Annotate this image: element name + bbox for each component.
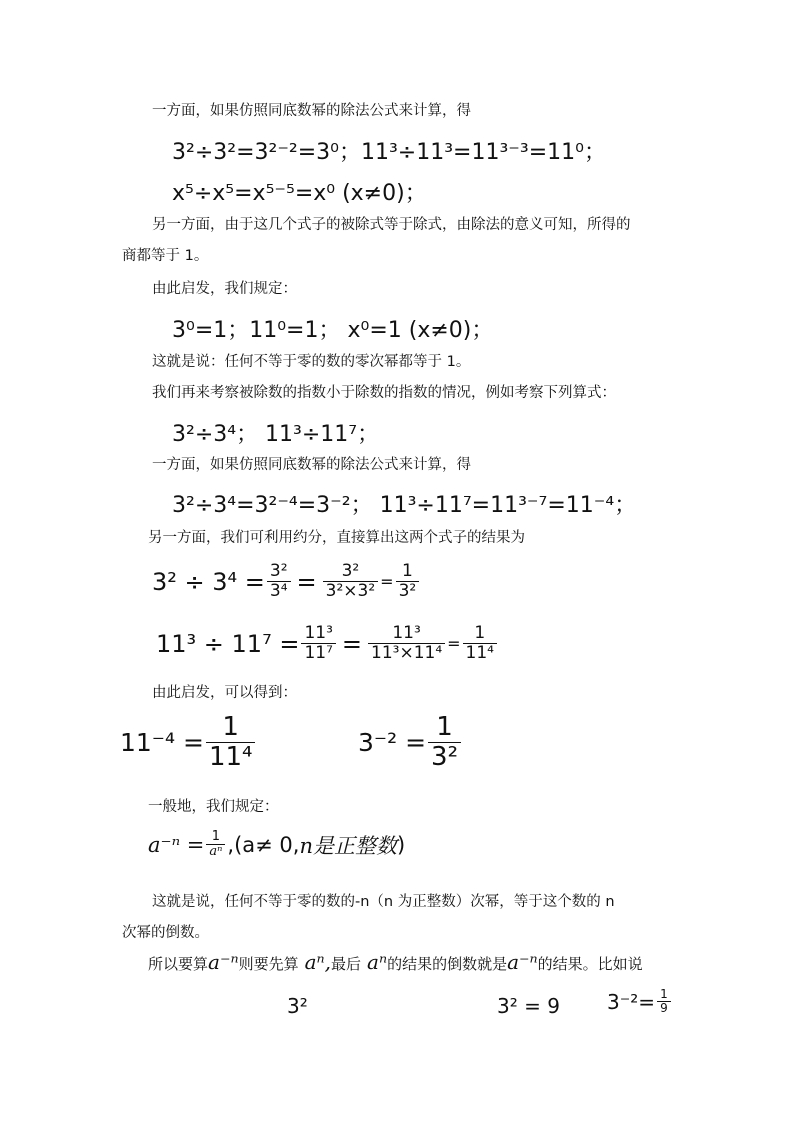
paragraph-2-line-2: 商都等于 1。 xyxy=(122,248,209,264)
rule-fraction-denominator: aⁿ xyxy=(206,844,225,860)
fraction-b-3 xyxy=(463,624,497,663)
paragraph-10-line-2: 次幂的倒数。 xyxy=(122,925,209,941)
fraction-a-3-numerator: 1 xyxy=(401,561,413,581)
equals-sign: = xyxy=(296,567,317,596)
inline-a-neg-n-2: a⁻ⁿ xyxy=(507,950,538,974)
paragraph-11-part-b: 则要先算 xyxy=(238,955,299,973)
rule-fraction xyxy=(206,830,225,860)
fraction-a-3-denominator: 3² xyxy=(396,581,420,602)
equals-sign: = xyxy=(447,634,461,654)
paragraph-2-line-1: 另一方面，由于这几个式子的被除式等于除式，由除法的意义可知，所得的 xyxy=(152,217,631,233)
result-equation-c xyxy=(120,713,257,772)
result-d-lhs: 3⁻² = xyxy=(358,728,427,758)
paragraph-9: 一般地，我们规定： xyxy=(148,799,279,815)
paragraph-11-part-a: 所以要算 xyxy=(148,955,209,973)
example-2: 3² = 9 xyxy=(497,994,560,1018)
equation-2: x⁵÷x⁵=x⁵⁻⁵=x⁰ (x≠0)； xyxy=(172,181,427,206)
result-equation-d xyxy=(358,713,463,772)
example-3 xyxy=(607,988,673,1016)
equation-3: 3⁰=1；11⁰=1； x⁰=1 (x≠0)； xyxy=(172,318,494,343)
paragraph-4: 这就是说：任何不等于零的数的零次幂都等于 1。 xyxy=(152,354,471,370)
fraction-b-1 xyxy=(301,624,335,663)
fraction-equation-b-lhs: 11³ ÷ 11⁷ = xyxy=(156,629,300,658)
equals-sign: = xyxy=(341,629,362,658)
example-3-numerator: 1 xyxy=(660,987,668,1001)
paragraph-1: 一方面，如果仿照同底数幂的除法公式来计算，得 xyxy=(152,103,471,119)
fraction-b-3-denominator: 11⁴ xyxy=(463,643,497,664)
example-3-denominator: 9 xyxy=(657,1001,671,1016)
fraction-equation-b xyxy=(156,624,499,663)
rule-definition xyxy=(148,830,405,860)
rule-condition-text: n是正整数 xyxy=(299,834,397,859)
inline-a-neg-n: a⁻ⁿ xyxy=(208,950,239,974)
rule-condition-suffix: ) xyxy=(397,833,406,858)
example-1: 3² xyxy=(287,994,308,1018)
rule-fraction-numerator: 1 xyxy=(211,829,221,844)
fraction-equation-a-lhs: 3² ÷ 3⁴ = xyxy=(152,567,265,596)
paragraph-11 xyxy=(148,952,643,974)
result-c-lhs: 11⁻⁴ = xyxy=(120,728,204,758)
inline-a-n-2: aⁿ xyxy=(367,950,388,974)
paragraph-6: 一方面，如果仿照同底数幂的除法公式来计算，得 xyxy=(152,457,471,473)
paragraph-3: 由此启发，我们规定： xyxy=(152,281,297,297)
rule-condition-prefix: ,(a≠ 0, xyxy=(227,833,300,858)
fraction-a-2-denominator: 3²×3² xyxy=(323,581,379,602)
fraction-b-2-denominator: 11³×11⁴ xyxy=(368,643,445,664)
fraction-c-denominator: 11⁴ xyxy=(206,742,256,773)
fraction-b-1-denominator: 11⁷ xyxy=(301,643,335,664)
fraction-a-2-numerator: 3² xyxy=(341,561,360,581)
fraction-a-1-denominator: 3⁴ xyxy=(267,581,291,602)
fraction-a-3 xyxy=(396,562,420,601)
fraction-d-denominator: 3² xyxy=(428,742,461,773)
paragraph-5: 我们再来考察被除数的指数小于除数的指数的情况，例如考察下列算式： xyxy=(152,385,616,401)
equals-sign: = xyxy=(380,572,394,592)
equation-4: 3²÷3⁴； 11³÷11⁷； xyxy=(172,422,380,447)
paragraph-11-part-c: 最后 xyxy=(331,955,362,973)
fraction-a-1-numerator: 3² xyxy=(269,561,288,581)
fraction-c xyxy=(206,713,256,772)
paragraph-7: 另一方面，我们可利用约分，直接算出这两个式子的结果为 xyxy=(148,530,525,546)
fraction-b-2-numerator: 11³ xyxy=(392,623,421,643)
paragraph-10-line-1: 这就是说，任何不等于零的数的-n（n 为正整数）次幂，等于这个数的 n xyxy=(152,894,615,910)
equation-5: 3²÷3⁴=3²⁻⁴=3⁻²； 11³÷11⁷=11³⁻⁷=11⁻⁴； xyxy=(172,493,637,518)
fraction-a-1 xyxy=(267,562,291,601)
fraction-b-2 xyxy=(368,624,445,663)
fraction-d xyxy=(428,713,461,772)
equation-1: 3²÷3²=3²⁻²=3⁰；11³÷11³=11³⁻³=11⁰； xyxy=(172,140,606,165)
paragraph-11-part-d: 的结果的倒数就是 xyxy=(387,955,508,973)
example-3-lhs: 3⁻²= xyxy=(607,989,656,1014)
fraction-equation-a xyxy=(152,562,421,601)
fraction-d-numerator: 1 xyxy=(436,712,453,742)
fraction-a-2 xyxy=(323,562,379,601)
paragraph-8: 由此启发，可以得到： xyxy=(152,685,297,701)
paragraph-11-part-e: 的结果。比如说 xyxy=(537,955,643,973)
fraction-b-3-numerator: 1 xyxy=(474,623,486,643)
fraction-c-numerator: 1 xyxy=(222,712,239,742)
fraction-b-1-numerator: 11³ xyxy=(304,623,333,643)
example-3-fraction xyxy=(657,988,671,1016)
rule-lhs: a⁻ⁿ = xyxy=(148,833,205,858)
inline-a-n: aⁿ, xyxy=(304,950,332,974)
